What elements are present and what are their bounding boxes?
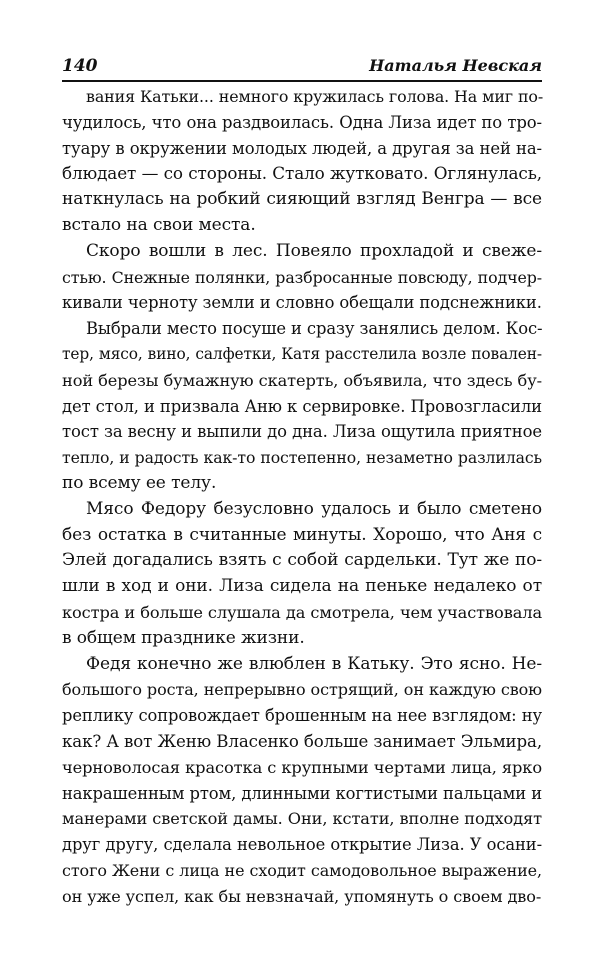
text-line: блюдает — со стороны. Стало жутковато. Оглянулась, — [62, 163, 542, 184]
text-line: Выбрали место посуше и сразу занялись делом. Кос- — [86, 319, 543, 339]
text-line: дет стол, и призвала Аню к сервировке. Провозгласили — [62, 396, 542, 416]
text-line: друг другу, сделала невольное открытие Лиза. У осани- — [62, 835, 542, 855]
text-line: накрашенным ртом, длинными когтистыми пальцами и — [62, 783, 542, 803]
text-line: стого Жени с лица не сходит самодовольное выражение, — [62, 860, 542, 880]
paragraph — [62, 239, 542, 316]
text-line: Элей догадались взять с собой сардельки. Тут же по- — [62, 550, 542, 571]
text-line: как? А вот Женю Власенко больше занимает Эльмира, — [62, 731, 542, 751]
text-line: в общем празднике жизни. — [62, 627, 305, 648]
paragraph — [62, 497, 542, 652]
text-line: стью. Снежные полянки, разбросанные повсюду, подчер- — [62, 267, 542, 287]
text-line: Федя конечно же влюблен в Катьку. Это ясно. Не- — [86, 653, 542, 674]
text-line: Скоро вошли в лес. Повеяло прохладой и свеже- — [86, 240, 542, 261]
text-line: реплику сопровождает брошенным на нее взглядом: ну — [62, 706, 542, 726]
text-line: ной березы бумажную скатерть, объявила, что здесь бу- — [62, 370, 542, 390]
text-line: чудилось, что она раздвоилась. Одна Лиза идет по тро- — [62, 112, 542, 132]
text-line: манерами светской дамы. Они, кстати, вполне подходят — [62, 809, 542, 829]
author-name: Наталья Невская — [369, 56, 542, 75]
text-line: костра и больше слушала да смотрела, чем участвовала — [62, 602, 542, 622]
text-line: большого роста, непрерывно острящий, он каждую свою — [62, 680, 542, 700]
text-line: кивали черноту земли и словно обещали подснежники. — [62, 293, 542, 313]
text-line: черноволосая красотка с крупными чертами лица, ярко — [62, 757, 542, 777]
paragraph — [62, 84, 542, 239]
text-line: шли в ход и они. Лиза сидела на пеньке недалеко от — [62, 576, 542, 597]
text-line: Мясо Федору безусловно удалось и было сметено — [86, 498, 542, 519]
text-line: без остатка в считанные минуты. Хорошо, что Аня с — [62, 524, 542, 545]
text-line: тепло, и радость как-то постепенно, незаметно разлилась — [62, 448, 542, 468]
book-page — [62, 56, 542, 910]
text-line: встало на свои места. — [62, 214, 256, 235]
text-line: туару в окружении молодых людей, а другая за ней на- — [62, 138, 542, 158]
paragraph — [62, 316, 542, 497]
text-line: тер, мясо, вино, салфетки, Катя расстелила возле повален- — [62, 344, 542, 363]
text-line: вания Катьки... немного кружилась голова. На миг по- — [86, 87, 544, 106]
text-line: тост за весну и выпили до дна. Лиза ощутила приятное — [62, 422, 542, 442]
text-line: наткнулась на робкий сияющий взгляд Венгра — все — [62, 189, 542, 210]
paragraph — [62, 652, 542, 910]
body-text — [62, 84, 542, 910]
text-line: по всему ее телу. — [62, 472, 217, 493]
page-number: 140 — [62, 56, 98, 76]
running-header — [62, 56, 542, 82]
text-line: он уже успел, как бы невзначай, упомянуть о своем дво- — [62, 886, 542, 906]
